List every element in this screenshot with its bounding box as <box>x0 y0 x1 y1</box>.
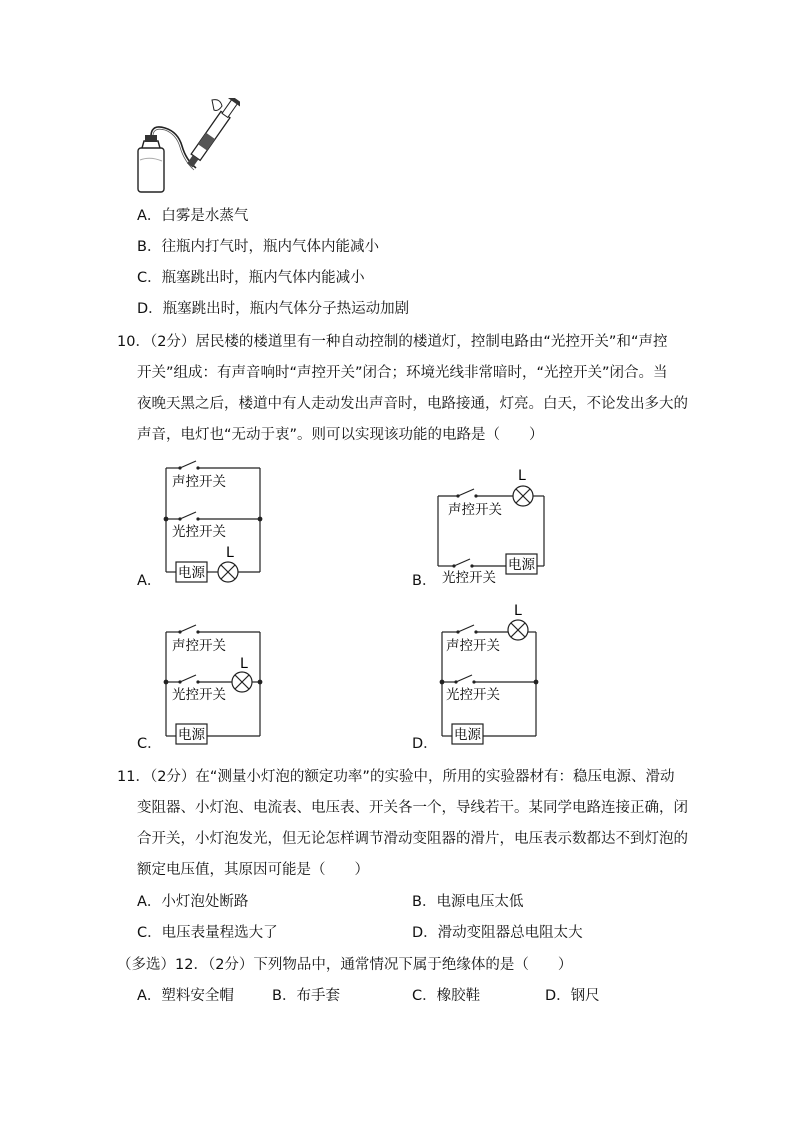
circuit-c-power-label: 电源 <box>178 727 205 743</box>
q11-stem-line-2: 变阻器、小灯泡、电流表、电压表、开关各一个，导线若干。某同学电路连接正确，闭 <box>137 800 688 816</box>
q12-option-b: B．布手套 <box>272 988 340 1004</box>
q11-option-c: C．电压表量程选大了 <box>137 925 278 941</box>
circuit-d-lamp-label: L <box>514 603 522 619</box>
q10-option-c-letter: C． <box>137 736 162 752</box>
q11-stem-line-1: 11．（2分）在“测量小灯泡的额定功率”的实验中，所用的实验器材有：稳压电源、滑动 <box>117 769 675 785</box>
circuit-c-lamp-label: L <box>240 656 248 672</box>
apparatus-illustration <box>130 98 240 198</box>
circuit-b-lamp-label: L <box>518 468 526 484</box>
circuit-a-lamp-label: L <box>226 545 234 561</box>
circuit-d-light-switch-label: 光控开关 <box>446 687 500 703</box>
q10-option-b-letter: B． <box>412 573 437 589</box>
circuit-diagram-c <box>160 622 270 748</box>
q9-option-a: A．白雾是水蒸气 <box>137 208 249 224</box>
q11-option-b: B．电源电压太低 <box>412 894 524 910</box>
circuit-b-power-label: 电源 <box>508 557 535 573</box>
q10-stem-line-2: 开关”组成：有声音响时“声控开关”闭合；环境光线非常暗时，“光控开关”闭合。当 <box>137 365 668 381</box>
q12-option-d: D．钢尺 <box>545 988 600 1004</box>
q12-option-a: A．塑料安全帽 <box>137 988 234 1004</box>
q11-stem-line-4: 额定电压值，其原因可能是（ ） <box>137 862 369 878</box>
circuit-d-power-label: 电源 <box>454 727 481 743</box>
q11-stem-line-3: 合开关，小灯泡发光，但无论怎样调节滑动变阻器的滑片，电压表示数都达不到灯泡的 <box>137 831 688 847</box>
q11-option-a: A．小灯泡处断路 <box>137 894 249 910</box>
q11-option-d: D．滑动变阻器总电阻太大 <box>412 925 583 941</box>
q10-stem-line-1: 10．（2分）居民楼的楼道里有一种自动控制的楼道灯，控制电路由“光控开关”和“声控 <box>117 334 668 350</box>
circuit-a-sound-switch-label: 声控开关 <box>172 474 226 490</box>
circuit-c-light-switch-label: 光控开关 <box>172 687 226 703</box>
circuit-d-sound-switch-label: 声控开关 <box>446 638 500 654</box>
q9-option-d: D．瓶塞跳出时，瓶内气体分子热运动加剧 <box>137 301 410 317</box>
q9-option-b: B．往瓶内打气时，瓶内气体内能减小 <box>137 239 379 255</box>
q9-option-c: C．瓶塞跳出时，瓶内气体内能减小 <box>137 270 365 286</box>
q10-option-a-letter: A． <box>137 573 162 589</box>
q12-stem: （多选）12．（2分）下列物品中，通常情况下属于绝缘体的是（ ） <box>117 957 573 973</box>
circuit-diagram-a <box>160 458 270 584</box>
circuit-diagram-b <box>432 466 550 586</box>
circuit-a-power-label: 电源 <box>178 565 205 581</box>
circuit-b-sound-switch-label: 声控开关 <box>448 502 502 518</box>
circuit-b-light-switch-label: 光控开关 <box>442 570 496 586</box>
q10-stem-line-4: 声音，电灯也“无动于衷”。则可以实现该功能的电路是（ ） <box>137 427 544 443</box>
circuit-c-sound-switch-label: 声控开关 <box>172 638 226 654</box>
circuit-diagram-d <box>436 602 546 748</box>
q10-option-d-letter: D． <box>412 736 438 752</box>
q12-option-c: C．橡胶鞋 <box>412 988 481 1004</box>
circuit-a-light-switch-label: 光控开关 <box>172 524 226 540</box>
q10-stem-line-3: 夜晚天黑之后，楼道中有人走动发出声音时，电路接通，灯亮。白天，不论发出多大的 <box>137 396 688 412</box>
